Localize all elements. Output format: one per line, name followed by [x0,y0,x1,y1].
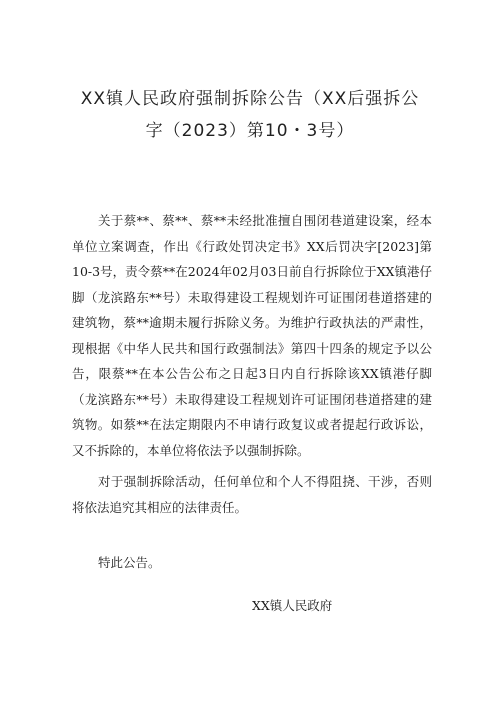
warning-paragraph: 对于强制拆除活动，任何单位和个人不得阻挠、干涉，否则将依法追究其相应的法律责任。 [72,474,432,515]
document-title: XX镇人民政府强制拆除公告（XX后强拆公 [80,89,420,109]
issuer-signature: XX镇人民政府 [252,598,333,613]
main-paragraph: 关于蔡**、蔡**、蔡**未经批准擅自围闭巷道建设案，经本单位立案调查，作出《行政处罚决定书》XX后罚决字[2023]第10-3号，责令蔡**在2024年02月03日前自行拆除位于XX镇港仔脚（龙滨路东**号）未取得建设工程规划许可证围闭巷道搭建的建筑物，蔡**逾期未履行拆除义务。为维护行政执法的严肃性，现根据《中华人民共和国行政强制法》第四十四条的规定予以公告，限蔡**在本公告公布之日起3日内自行拆除该XX镇港仔脚（龙滨路东**号）未取得建设工程规划许可证围闭巷道搭建的建筑物。如蔡**在法定期限内不申请行政复议或者提起行政诉讼，又不拆除的，本单位将依法予以强制拆除。 [72,213,432,458]
closing-paragraph: 特此公告。 [98,555,161,570]
document-number: 字（2023）第10・3号） [145,121,355,141]
